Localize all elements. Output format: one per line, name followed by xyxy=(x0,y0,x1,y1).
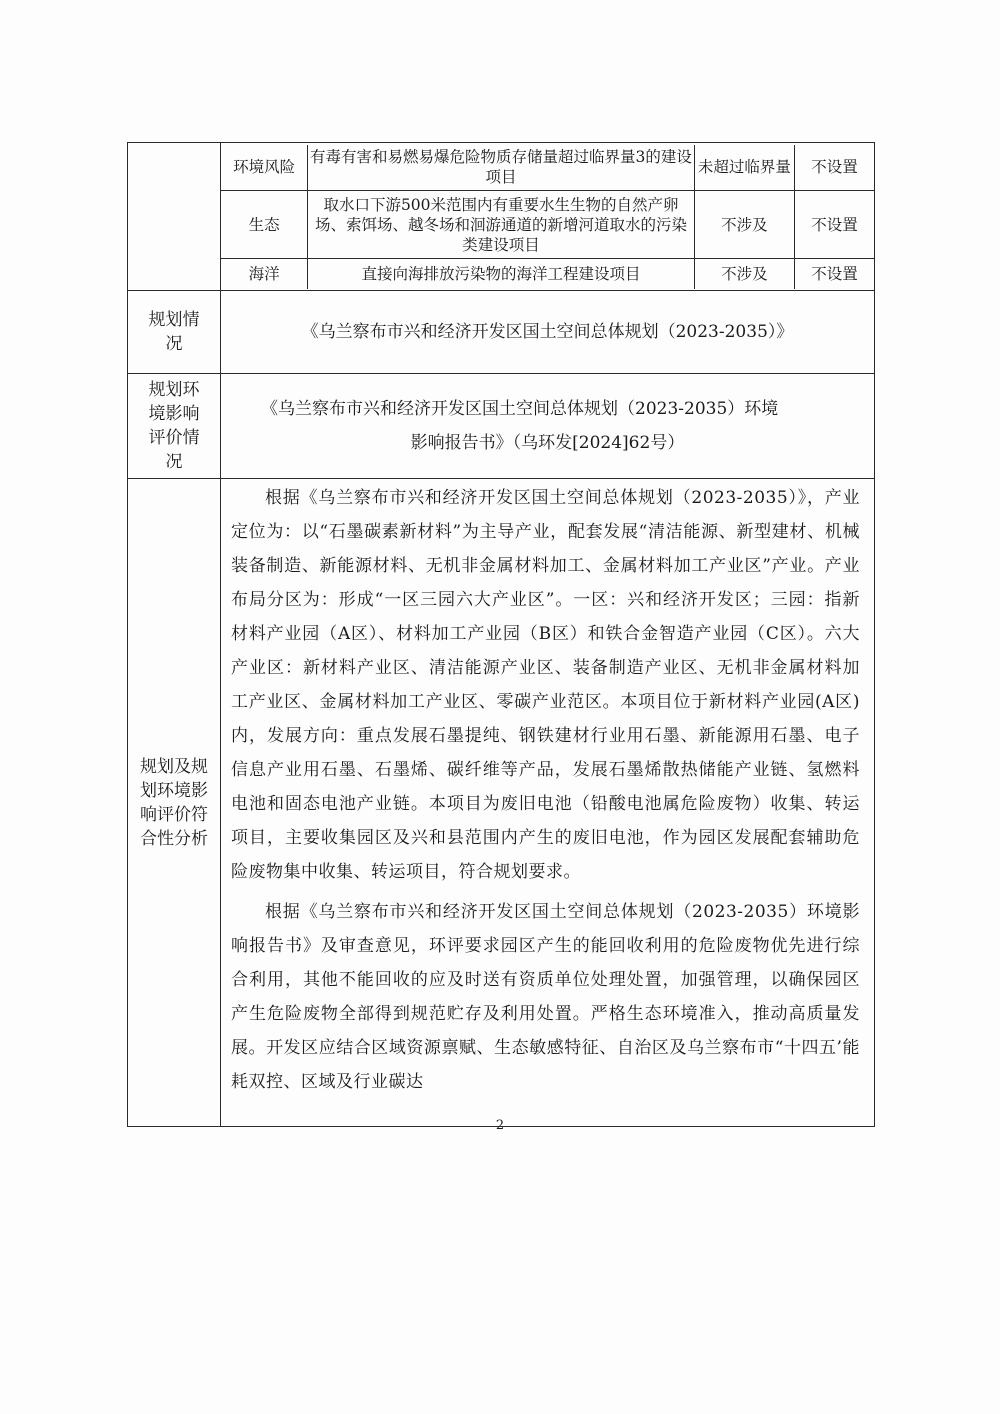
risk-status: 不涉及 xyxy=(694,191,794,259)
conformity-label-text: 规划及规划环境影响评价符合性分析 xyxy=(140,756,208,849)
risk-status: 不涉及 xyxy=(694,259,794,289)
risk-description: 取水口下游500米范围内有重要水生生物的自然产卵场、索饵场、越冬场和洄游通道的新增河道取水的污染类建设项目 xyxy=(308,191,695,259)
risk-setting: 不设置 xyxy=(795,259,874,289)
risk-setting: 不设置 xyxy=(795,145,874,191)
planning-label-text: 规划情况 xyxy=(148,310,200,354)
planning-label xyxy=(128,291,221,374)
eia-content xyxy=(221,374,875,479)
eia-label-text: 规划环境影响评价情况 xyxy=(148,380,200,472)
risk-section-row xyxy=(128,143,875,291)
risk-status: 未超过临界量 xyxy=(694,145,794,191)
conformity-label xyxy=(128,479,221,1127)
risk-category: 生态 xyxy=(221,191,308,259)
risk-category: 海洋 xyxy=(221,259,308,289)
eia-content-line1: 《乌兰察布市兴和经济开发区国土空间总体规划（2023-2035）环境 xyxy=(261,399,779,419)
conformity-paragraph-2: 根据《乌兰察布市兴和经济开发区国土空间总体规划（2023-2035）环境影响报告书》及审查意见，环评要求园区产生的能回收利用的危险废物优先进行综合利用，其他不能回收的应及时送有资质单位处理处置，加强管理，以确保园区产生危险废物全部得到规范贮存及利用处置。严格生态环境准入，推动高质量发展。开发区应结合区域资源禀赋、生态敏感特征、自治区及乌兰察布市“十四五’能耗双控、区域及行业碳达 xyxy=(231,902,860,1092)
risk-row-eco xyxy=(221,191,874,259)
risk-section-label xyxy=(128,143,221,291)
risk-category: 环境风险 xyxy=(221,145,308,191)
assessment-table xyxy=(127,142,875,1127)
conformity-row xyxy=(128,479,875,1127)
risk-setting: 不设置 xyxy=(795,191,874,259)
risk-subtable-cell xyxy=(221,143,875,291)
planning-row xyxy=(128,291,875,374)
eia-row xyxy=(128,374,875,479)
conformity-paragraph-1: 根据《乌兰察布市兴和经济开发区国土空间总体规划（2023-2035）》，产业定位为：以“石墨碳素新材料”为主导产业，配套发展“清洁能源、新型建材、机械装备制造、新能源材料、无机非金属材料加工、金属材料加工产业区”产业。产业布局分区为：形成“一区三园六大产业区”。一区：兴和经济开发区；三园：指新材料产业园（A区）、材料加工产业园（B区）和铁合金智造产业园（C区）。六大产业区：新材料产业区、清洁能源产业区、装备制造产业区、无机非金属材料加工产业区、金属材料加工产业区、零碳产业范区。本项目位于新材料产业园(A区)内，发展方向：重点发展石墨提纯、钢铁建材行业用石墨、新能源用石墨、电子信息产业用石墨、石墨烯、碳纤维等产品，发展石墨烯散热储能产业链、氢燃料电池和固态电池产业链。本项目为废旧电池（铅酸电池属危险废物）收集、转运项目，主要收集园区及兴和县范围内产生的废旧电池，作为园区发展配套辅助危险废物集中收集、转运项目，符合规划要求。 xyxy=(231,488,860,882)
conformity-content xyxy=(221,479,875,1127)
risk-subtable xyxy=(221,145,874,289)
risk-row-ocean xyxy=(221,259,874,289)
eia-label xyxy=(128,374,221,479)
page-number: 2 xyxy=(495,1118,505,1133)
risk-description: 有毒有害和易燃易爆危险物质存储量超过临界量3的建设项目 xyxy=(308,145,695,191)
planning-content: 《乌兰察布市兴和经济开发区国土空间总体规划（2023-2035）》 xyxy=(221,291,875,374)
eia-content-line2: 影响报告书》（乌环发[2024]62号） xyxy=(410,433,685,453)
risk-description: 直接向海排放污染物的海洋工程建设项目 xyxy=(308,259,695,289)
risk-row-env xyxy=(221,145,874,191)
